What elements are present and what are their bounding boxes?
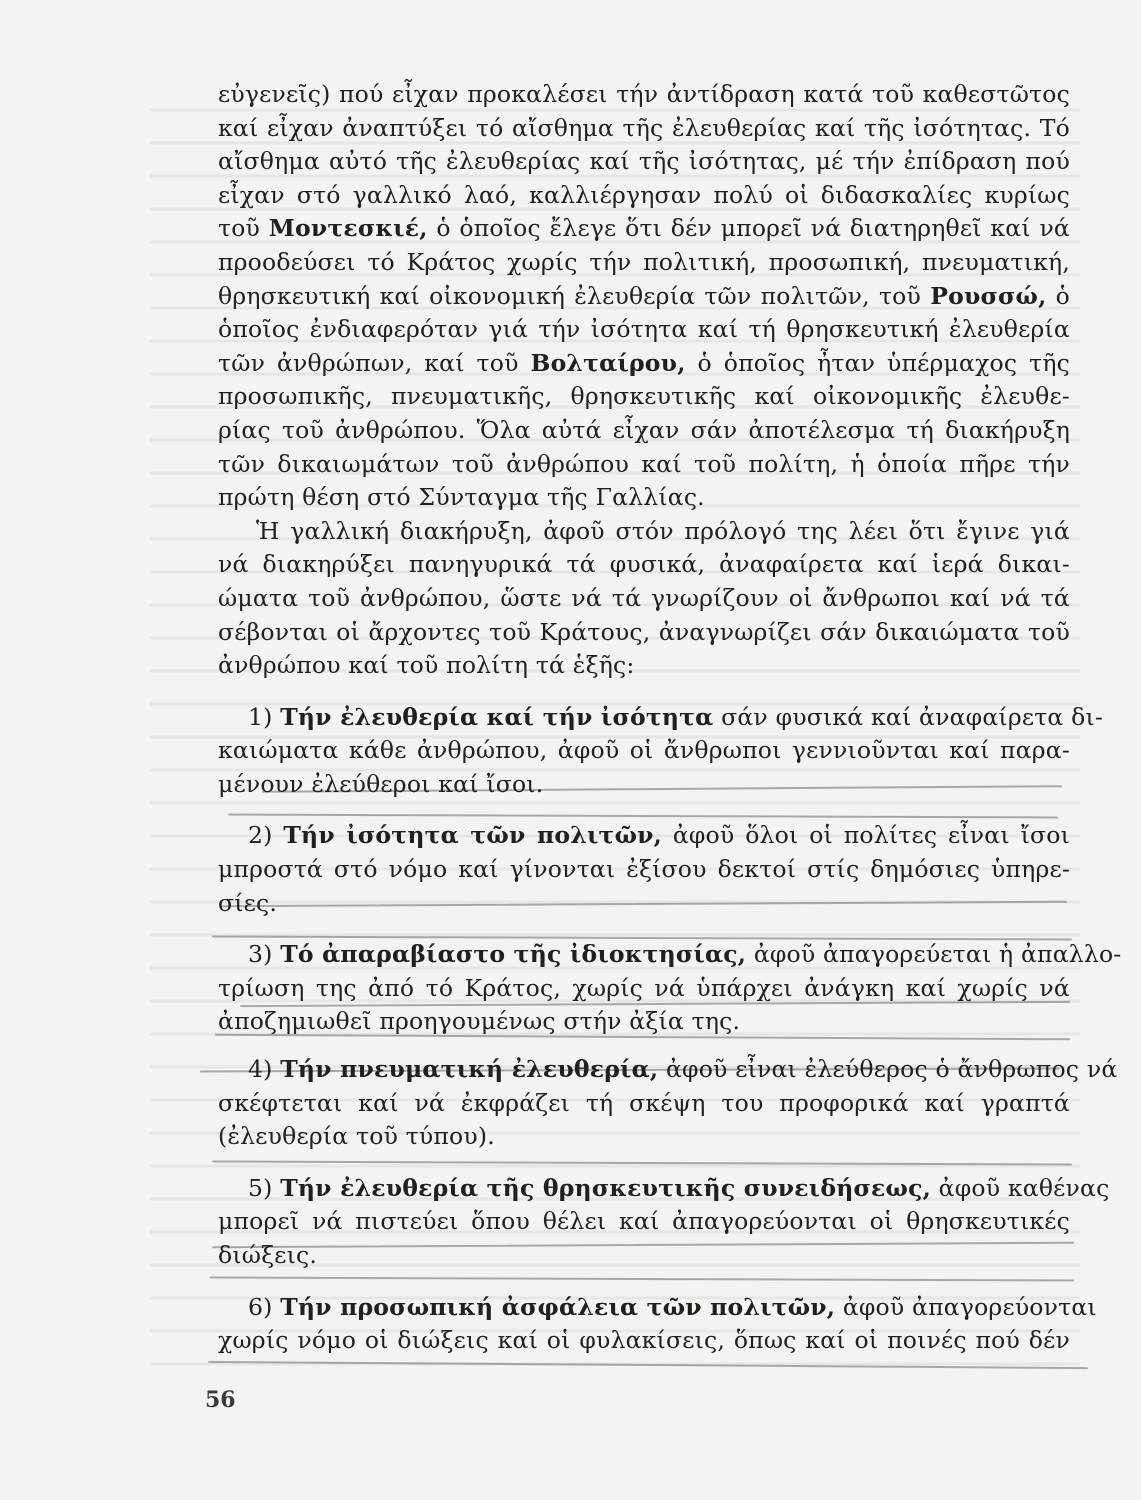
text-line: διώξεις. [218,1241,318,1269]
text-line: εἶχαν στό γαλλικό λαό, καλλιέργησαν πολύ οἱ διδασκαλίες κυρίως [218,180,1070,209]
spacer [218,801,1070,819]
text-line: τῶν δικαιωμάτων τοῦ ἀνθρώπου καί τοῦ πολίτη, ἡ ὁποία πῆρε τήν [218,449,1070,478]
list-item-title: Τήν προσωπική ἀσφάλεια τῶν πολιτῶν, [280,1292,836,1321]
text-line: εὐγενεῖς) πού εἶχαν προκαλέσει τήν ἀντίδραση κατά τοῦ καθεστῶτος [218,80,1070,108]
text-line: Ἡ γαλλική διακήρυξη, ἀφοῦ στόν πρόλογό της λέει ὅτι ἔγινε γιά [256,516,1070,545]
text-line: πρώτη θέση στό Σύνταγμα τῆς Γαλλίας. [218,483,705,512]
spacer [218,920,1070,938]
list-item [218,1291,1097,1325]
text-span: ὁ [1046,281,1070,310]
spacer [218,1154,1070,1172]
list-number: 1) [248,702,273,731]
list-item-title: Τήν ἰσότητα τῶν πολιτῶν, [283,821,663,850]
text-line: αἴσθημα αὐτό τῆς ἐλευθερίας καί τῆς ἰσότητας, μέ τήν ἐπίδραση πού [218,147,1070,176]
author-name-voltaire: Βολταίρου, [530,348,686,377]
text-line [218,280,1070,314]
text-line: τρίωση της ἀπό τό Κράτος, χωρίς νά ὑπάρχει ἀνάγκη καί χωρίς νά [218,973,1070,1002]
text-span: τοῦ [218,214,269,243]
text-line: μπορεῖ νά πιστεύει ὅπου θέλει καί ἀπαγορεύονται οἱ θρησκευτικές [218,1207,1070,1236]
author-name-montesquieu: Μοντεσκιέ, [268,214,428,243]
text-span: σάν φυσικά καί ἀναφαίρετα δι- [713,702,1104,731]
text-line: ώματα τοῦ ἀνθρώπου, ὥστε νά τά γνωρίζουν οἱ ἄνθρωποι καί νά τά [218,583,1070,612]
pencil-underline [208,1361,1088,1369]
text-line: (ἐλευθερία τοῦ τύπου). [218,1122,495,1151]
list-item-title: Τήν ἐλευθερία τῆς θρησκευτικῆς συνειδήσεως, [280,1173,931,1202]
text-line: καί εἶχαν ἀναπτύξει τό αἴσθημα τῆς ἐλευθερίας καί τῆς ἰσότητας. Τό [218,113,1070,142]
text-line: ρίας τοῦ ἀνθρώπου. Ὅλα αὐτά εἶχαν σάν ἀποτέλεσμα τή διακήρυξη [218,415,1070,444]
text-line: καιώματα κάθε ἀνθρώπου, ἀφοῦ οἱ ἄνθρωποι γεννιοῦνται καί παρα- [218,736,1070,765]
list-number: 6) [248,1292,273,1321]
page-number: 56 [205,1387,236,1413]
list-item [218,1172,1110,1206]
text-span: ἀφοῦ εἶναι ἐλεύθερος ὁ ἄνθρωπος νά [658,1055,1118,1084]
list-item-title: Τό ἀπαραβίαστο τῆς ἰδιοκτησίας, [280,940,747,969]
text-line [218,347,1070,381]
text-line: σκέφτεται καί νά ἐκφράζει τή σκέψη του προφορικά καί γραπτά [218,1088,1070,1117]
list-item-title: Τήν πνευματική ἐλευθερία, [280,1055,659,1084]
text-span: ὁ ὁποῖος ἔλεγε ὅτι δέν μπορεῖ νά διατηρηθεῖ καί νά [427,214,1071,243]
spacer [218,1039,1070,1053]
text-span: θρησκευτική καί οἰκονομική ἐλευθερία τῶν πολιτῶν, τοῦ [218,281,931,310]
text-line: ἀνθρώπου καί τοῦ πολίτη τά ἑξῆς: [218,651,635,680]
text-line [218,212,1070,246]
text-line: χωρίς νόμο οἱ διώξεις καί οἱ φυλακίσεις, ὅπως καί οἱ ποινές πού δέν [218,1326,1070,1355]
text-line: ὁποῖος ἐνδιαφερόταν γιά τήν ἰσότητα καί τή θρησκευτική ἐλευθερία [218,315,1070,344]
text-span: ἀφοῦ ἀπαγορεύεται ἡ ἀπαλλο- [746,940,1122,969]
list-item [218,819,1070,853]
text-span: ὁ ὁποῖος ἦταν ὑπέρμαχος τῆς [685,348,1070,377]
list-item-title: Τήν ἐλευθερία καί τήν ἰσότητα [280,702,714,731]
text-line: μένουν ἐλεύθεροι καί ἴσοι. [218,769,544,798]
list-number: 2) [248,821,273,850]
spacer [218,1273,1070,1291]
list-number: 5) [248,1173,273,1202]
text-line: προσωπικῆς, πνευματικῆς, θρησκευτικῆς καί οἰκονομικῆς ἐλευθε- [218,382,1070,411]
author-name-rousseau: Ρουσσώ, [930,281,1047,310]
list-number: 3) [248,940,273,969]
text-span: τῶν ἀνθρώπων, καί τοῦ [218,348,531,377]
list-item [218,1053,1118,1087]
list-item [218,938,1122,972]
text-line: μπροστά στό νόμο καί γίνονται ἐξίσου δεκτοί στίς δημόσιες ὑπηρε- [218,855,1070,884]
spacer [218,683,1070,701]
text-span: ἀφοῦ ἀπαγορεύονται [835,1292,1097,1321]
text-span: ἀφοῦ ὅλοι οἱ πολίτες εἶναι ἴσοι [662,821,1070,850]
text-line: σέβονται οἱ ἄρχοντες τοῦ Κράτους, ἀναγνωρίζει σάν δικαιώματα τοῦ [218,617,1070,646]
text-line: νά διακηρύξει πανηγυρικά τά φυσικά, ἀναφαίρετα καί ἱερά δικαι- [218,550,1070,579]
text-line: ἀποζημιωθεῖ προηγουμένως στήν ἀξία της. [218,1007,741,1036]
text-line: προοδεύσει τό Κράτος χωρίς τήν πολιτική, προσωπική, πνευματική, [218,247,1070,276]
list-number: 4) [248,1055,273,1084]
text-span: ἀφοῦ καθένας [930,1173,1110,1202]
text-line: σίες. [218,888,278,917]
list-item [218,701,1104,735]
body-text [218,78,1122,1358]
